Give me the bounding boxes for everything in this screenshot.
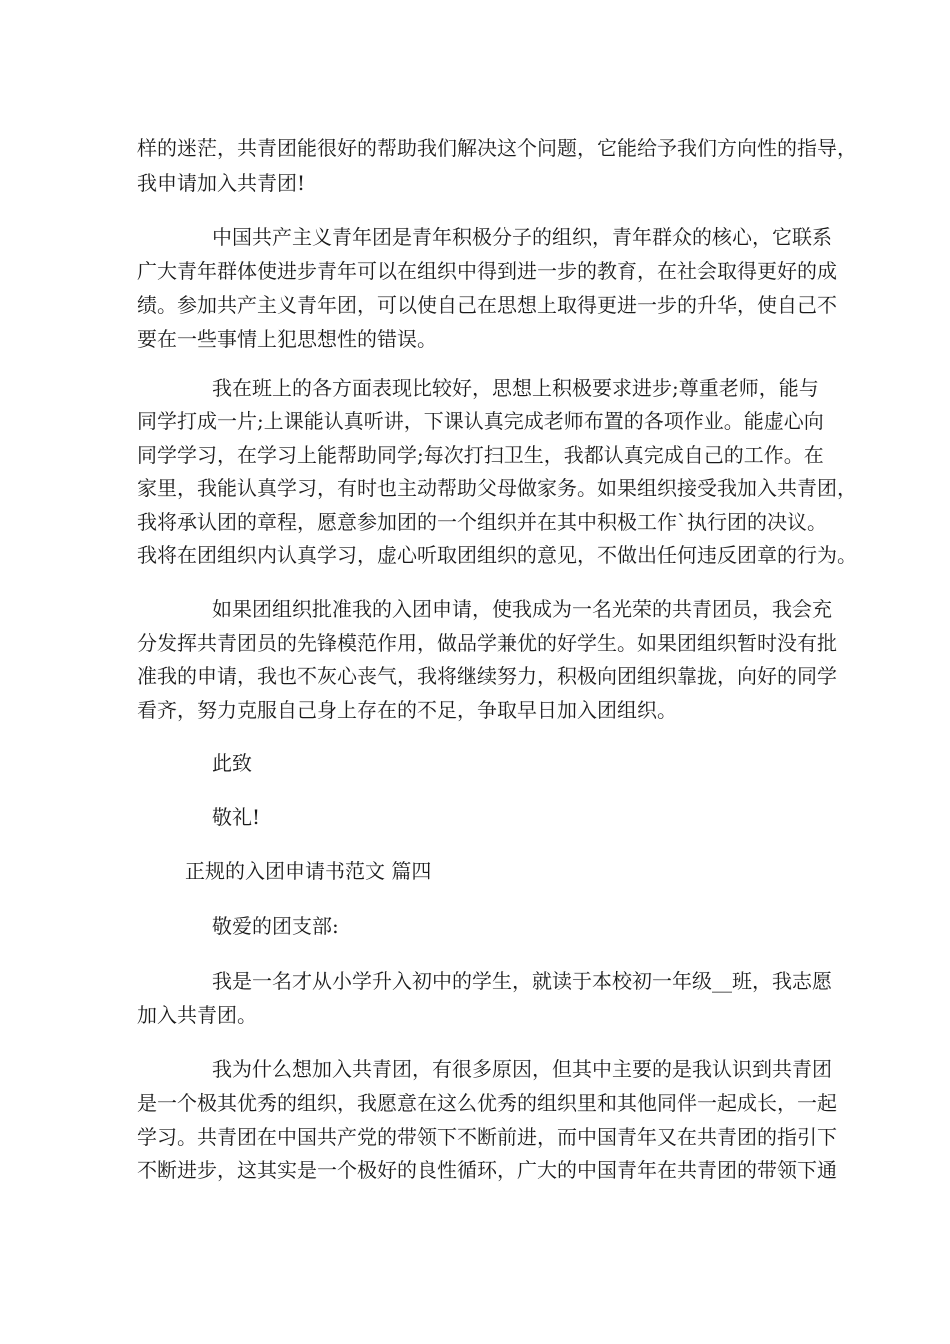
text-line: 我将在团组织内认真学习，虚心听取团组织的意见，不做出任何违反团章的行为。 (137, 543, 857, 567)
text-line: 学习。共青团在中国共产党的带领下不断前进，而中国青年又在共青团的指引下 (137, 1125, 837, 1149)
text-line: 绩。参加共产主义青年团，可以使自己在思想上取得更进一步的升华，使自己不 (137, 293, 837, 317)
text-line: 广大青年群体使进步青年可以在组织中得到进一步的教育，在社会取得更好的成 (137, 259, 837, 283)
text-line: 家里，我能认真学习，有时也主动帮助父母做家务。如果组织接受我加入共青团， (137, 476, 857, 500)
text-line: 我在班上的各方面表现比较好，思想上积极要求进步;尊重老师，能与 (212, 376, 819, 400)
text-line: 看齐，努力克服自己身上存在的不足，争取早日加入团组织。 (137, 698, 677, 722)
closing-line: 此致 (212, 751, 252, 775)
text-line: 如果团组织批准我的入团申请，使我成为一名光荣的共青团员，我会充 (212, 597, 832, 621)
text-line: 我申请加入共青团! (137, 171, 306, 195)
salutation-line: 敬礼! (212, 805, 261, 829)
greeting-line: 敬爱的团支部: (212, 914, 339, 938)
text-line: 我将承认团的章程，愿意参加团的一个组织并在其中积极工作`执行团的决议。 (137, 510, 827, 534)
text-line: 同学打成一片;上课能认真听讲，下课认真完成老师布置的各项作业。能虚心向 (137, 409, 824, 433)
text-line: 样的迷茫，共青团能很好的帮助我们解决这个问题，它能给予我们方向性的指导， (137, 136, 857, 160)
text-line: 不断进步，这其实是一个极好的良性循环，广大的中国青年在共青团的带领下通 (137, 1158, 837, 1182)
text-line: 分发挥共青团员的先锋模范作用，做品学兼优的好学生。如果团组织暂时没有批 (137, 631, 837, 655)
text-line: 要在一些事情上犯思想性的错误。 (137, 327, 437, 351)
text-line: 我是一名才从小学升入初中的学生，就读于本校初一年级__班，我志愿 (212, 969, 832, 993)
text-line: 同学学习，在学习上能帮助同学;每次打扫卫生，我都认真完成自己的工作。在 (137, 443, 824, 467)
text-line: 中国共产主义青年团是青年积极分子的组织，青年群众的核心，它联系 (212, 225, 832, 249)
section-heading: 正规的入团申请书范文 篇四 (185, 859, 432, 883)
text-line: 是一个极其优秀的组织，我愿意在这么优秀的组织里和其他同伴一起成长，一起 (137, 1091, 837, 1115)
text-line: 加入共青团。 (137, 1003, 257, 1027)
text-line: 我为什么想加入共青团，有很多原因，但其中主要的是我认识到共青团 (212, 1057, 832, 1081)
text-line: 准我的申请，我也不灰心丧气，我将继续努力，积极向团组织靠拢，向好的同学 (137, 664, 837, 688)
